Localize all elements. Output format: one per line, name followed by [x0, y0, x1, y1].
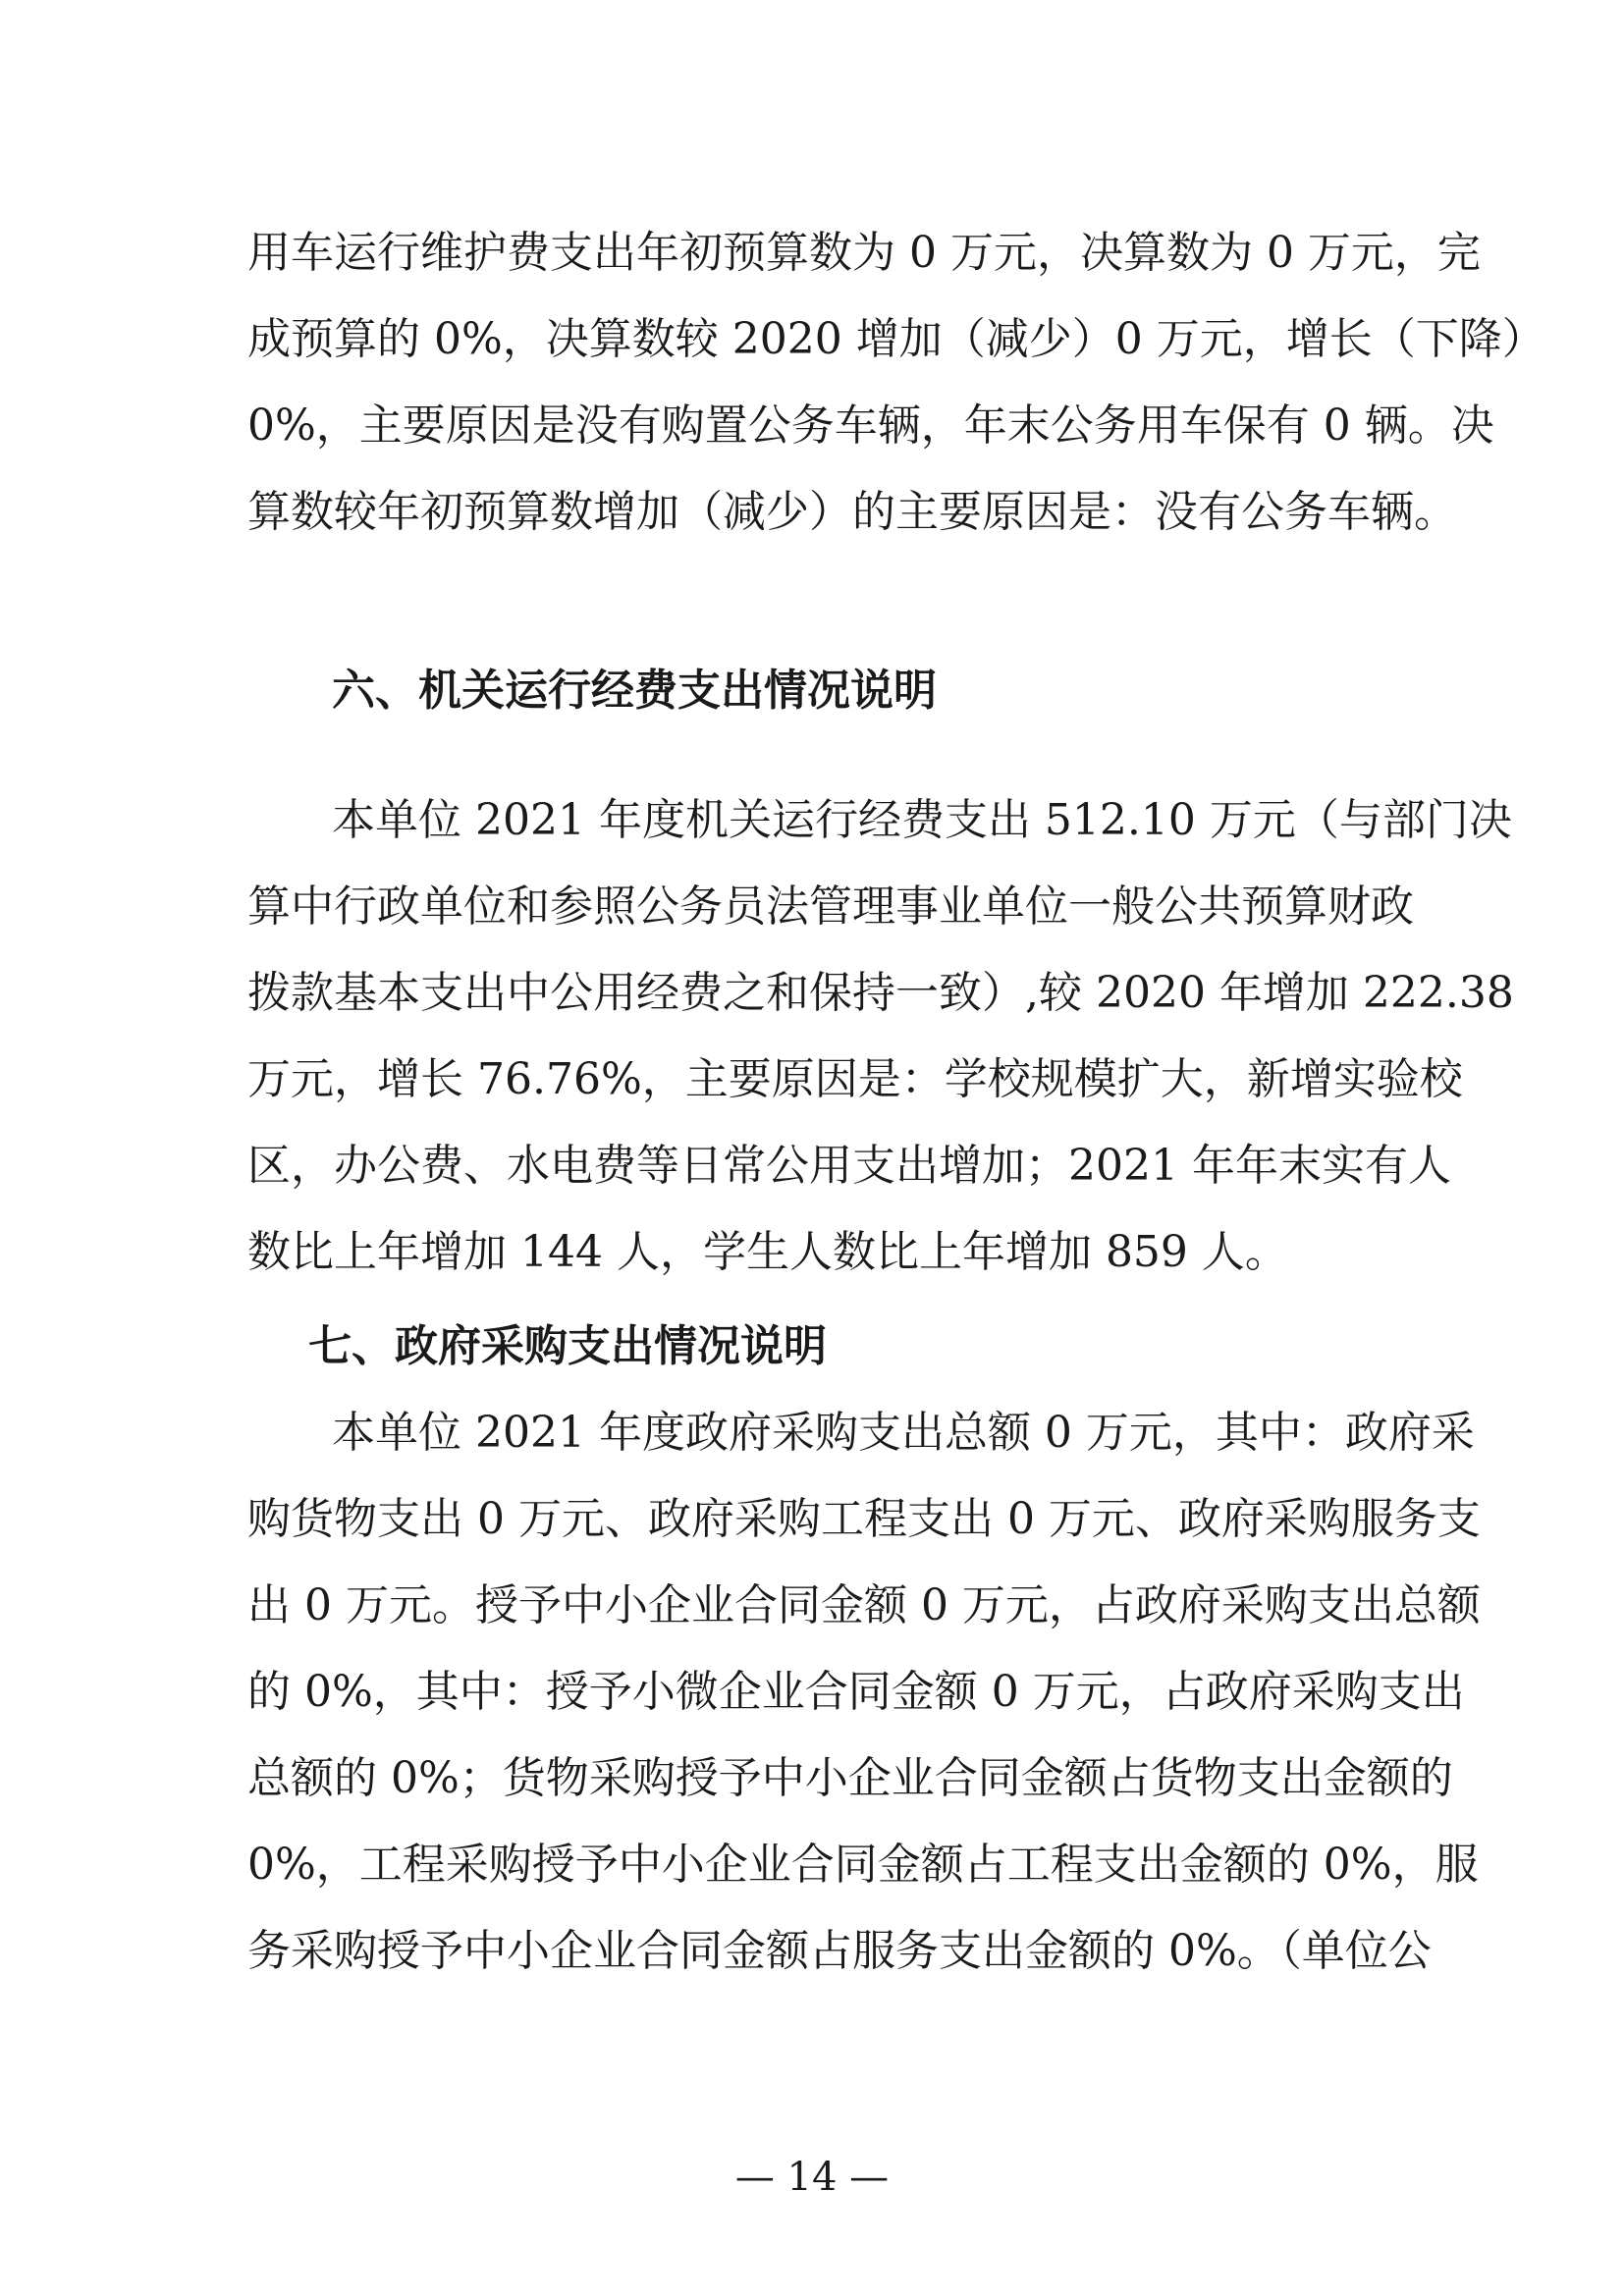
paragraph-line: 0%，工程采购授予中小企业合同金额占工程支出金额的 0%，服: [247, 1840, 1479, 1890]
paragraph-line: 算数较年初预算数增加（减少）的主要原因是：没有公务车辆。: [247, 487, 1457, 537]
section7-heading: 七、政府采购支出情况说明: [308, 1321, 827, 1371]
paragraph-line: 拨款基本支出中公用经费之和保持一致）,较 2020 年增加 222.38: [247, 968, 1514, 1018]
paragraph-line: 本单位 2021 年度政府采购支出总额 0 万元，其中：政府采: [332, 1408, 1475, 1458]
paragraph-line: 区，办公费、水电费等日常公用支出增加；2021 年年末实有人: [247, 1141, 1451, 1191]
paragraph-line: 0%，主要原因是没有购置公务车辆，年末公务用车保有 0 辆。决: [247, 400, 1494, 451]
paragraph-line: 算中行政单位和参照公务员法管理事业单位一般公共预算财政: [247, 881, 1414, 932]
section6-heading: 六、机关运行经费支出情况说明: [332, 666, 937, 716]
paragraph-line: 数比上年增加 144 人，学生人数比上年增加 859 人。: [247, 1227, 1288, 1277]
paragraph-line: 总额的 0%；货物采购授予中小企业合同金额占货物支出金额的: [247, 1753, 1453, 1803]
page-number: — 14 —: [734, 2155, 890, 2200]
paragraph-line: 务采购授予中小企业合同金额占服务支出金额的 0%。（单位公: [247, 1926, 1432, 1976]
paragraph-line: 万元，增长 76.76%，主要原因是：学校规模扩大，新增实验校: [247, 1054, 1463, 1104]
paragraph-line: 本单位 2021 年度机关运行经费支出 512.10 万元（与部门决: [332, 795, 1512, 845]
paragraph-line: 出 0 万元。授予中小企业合同金额 0 万元，占政府采购支出总额: [247, 1580, 1481, 1630]
paragraph-line: 成预算的 0%，决算数较 2020 增加（减少）0 万元，增长（下降）: [247, 314, 1545, 364]
paragraph-line: 的 0%，其中：授予小微企业合同金额 0 万元，占政府采购支出: [247, 1667, 1465, 1717]
paragraph-line: 购货物支出 0 万元、政府采购工程支出 0 万元、政府采购服务支: [247, 1494, 1481, 1544]
paragraph-line: 用车运行维护费支出年初预算数为 0 万元，决算数为 0 万元，完: [247, 228, 1481, 278]
